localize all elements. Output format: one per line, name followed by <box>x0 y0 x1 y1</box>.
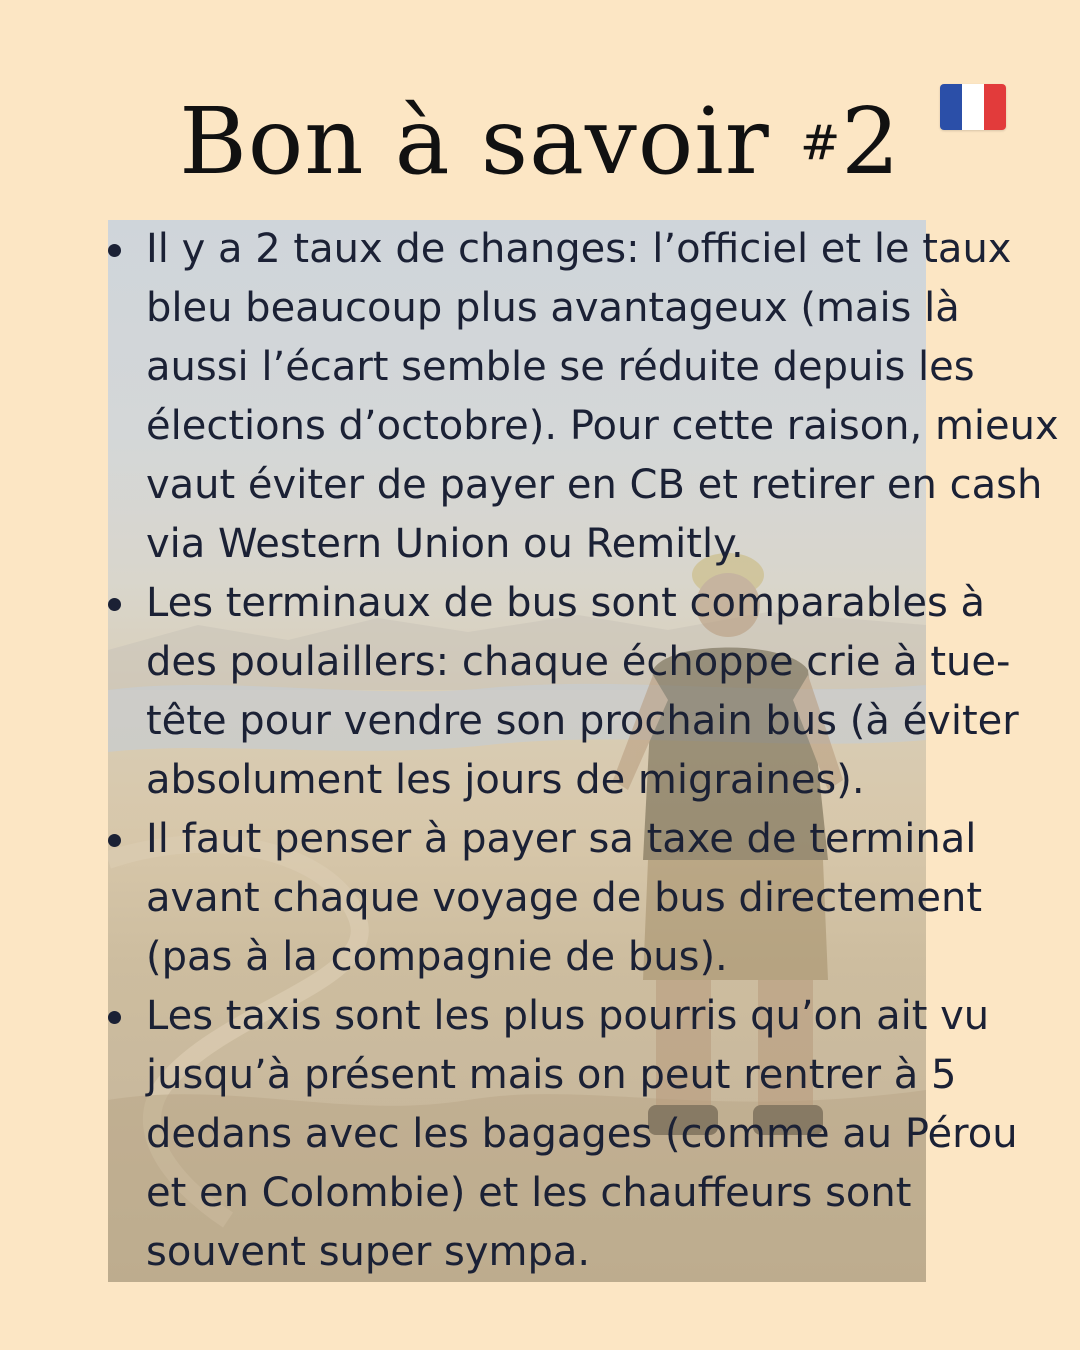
flag-stripe-blue <box>940 84 962 130</box>
list-item: Les taxis sont les plus pourris qu’on ait vu jusqu’à présent mais on peut rentrer à 5 dedans avec les bagages (comme au Pérou et en Colombie) et les chauffeurs sont souvent super sympa. <box>104 987 1064 1282</box>
list-item: Les terminaux de bus sont comparables à des poulaillers: chaque échoppe crie à tue-tête pour vendre son prochain bus (à éviter absolument les jours de migraines). <box>104 574 1064 810</box>
tips-list <box>104 220 1064 1282</box>
list-item: Il faut penser à payer sa taxe de terminal avant chaque voyage de bus directement (pas à la compagnie de bus). <box>104 810 1064 987</box>
title-number: 2 <box>841 88 901 195</box>
flag-stripe-white <box>962 84 984 130</box>
france-flag-icon <box>940 84 1006 130</box>
flag-stripe-red <box>984 84 1006 130</box>
title-text: Bon à savoir <box>179 88 800 195</box>
page-title <box>0 82 1080 203</box>
list-item: Il y a 2 taux de changes: l’officiel et le taux bleu beaucoup plus avantageux (mais là aussi l’écart semble se réduite depuis les élections d’octobre). Pour cette raison, mieux vaut éviter de payer en CB et retirer en cash via Western Union ou Remitly. <box>104 220 1064 574</box>
title-hash: # <box>799 115 842 171</box>
